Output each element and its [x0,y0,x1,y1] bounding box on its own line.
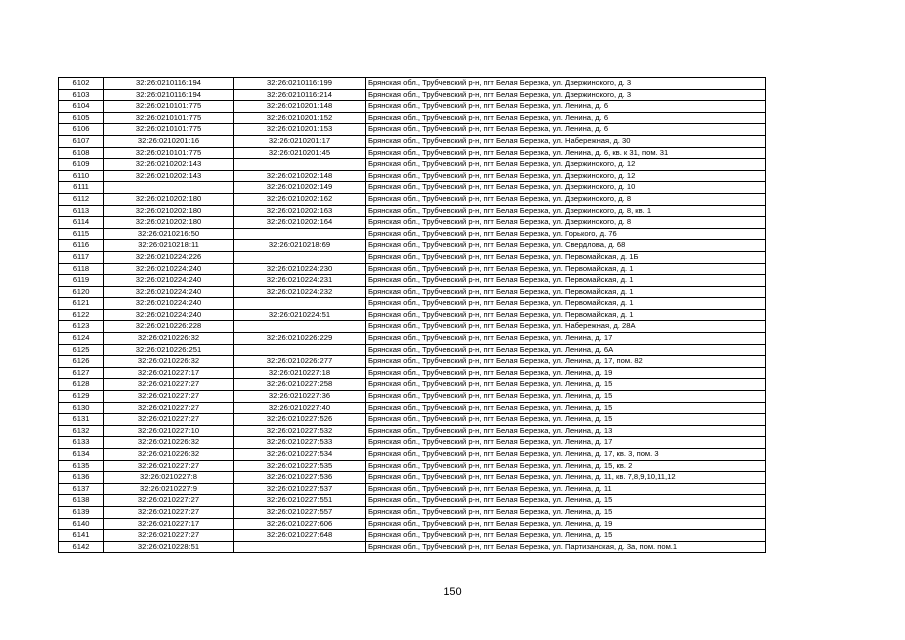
row-number-cell: 6126 [59,356,104,368]
parcel-number-cell: 32:26:0210227:17 [104,367,234,379]
table-row [59,240,766,252]
row-number-cell: 6134 [59,449,104,461]
parcel-number-cell: 32:26:0210226:228 [104,321,234,333]
object-number-cell: 32:26:0210227:534 [234,449,366,461]
parcel-number-cell: 32:26:0210101:775 [104,101,234,113]
object-number-cell: 32:26:0210116:214 [234,89,366,101]
row-number-cell: 6130 [59,402,104,414]
row-number-cell: 6121 [59,298,104,310]
object-number-cell: 32:26:0210201:148 [234,101,366,113]
parcel-number-cell: 32:26:0210227:27 [104,391,234,403]
parcel-number-cell: 32:26:0210101:775 [104,124,234,136]
row-number-cell: 6120 [59,286,104,298]
object-number-cell: 32:26:0210227:533 [234,437,366,449]
object-number-cell: 32:26:0210227:40 [234,402,366,414]
address-cell: Брянская обл., Трубчевский р-н, пгт Белая Березка, ул. Ленина, д. 6 [366,124,766,136]
parcel-number-cell: 32:26:0210227:27 [104,530,234,542]
table-row [59,286,766,298]
address-cell: Брянская обл., Трубчевский р-н, пгт Белая Березка, ул. Свердлова, д. 68 [366,240,766,252]
object-number-cell: 32:26:0210224:51 [234,309,366,321]
row-number-cell: 6109 [59,159,104,171]
parcel-number-cell: 32:26:0210202:180 [104,193,234,205]
table-row [59,124,766,136]
parcel-number-cell: 32:26:0210201:16 [104,135,234,147]
parcel-number-cell: 32:26:0210227:27 [104,414,234,426]
address-cell: Брянская обл., Трубчевский р-н, пгт Белая Березка, ул. Ленина, д. 15 [366,402,766,414]
registry-table [58,77,766,553]
address-cell: Брянская обл., Трубчевский р-н, пгт Белая Березка, ул. Ленина, д. 11, кв. 7,8,9,10,11,12 [366,472,766,484]
row-number-cell: 6129 [59,391,104,403]
table-row [59,193,766,205]
parcel-number-cell: 32:26:0210224:240 [104,275,234,287]
table-row [59,379,766,391]
table-row [59,506,766,518]
table-row [59,356,766,368]
parcel-number-cell: 32:26:0210227:27 [104,379,234,391]
row-number-cell: 6103 [59,89,104,101]
parcel-number-cell [104,182,234,194]
row-number-cell: 6115 [59,228,104,240]
address-cell: Брянская обл., Трубчевский р-н, пгт Белая Березка, ул. Набережная, д. 28А [366,321,766,333]
row-number-cell: 6141 [59,530,104,542]
row-number-cell: 6108 [59,147,104,159]
row-number-cell: 6136 [59,472,104,484]
object-number-cell: 32:26:0210202:162 [234,193,366,205]
row-number-cell: 6142 [59,541,104,553]
address-cell: Брянская обл., Трубчевский р-н, пгт Белая Березка, ул. Ленина, д. 19 [366,367,766,379]
address-cell: Брянская обл., Трубчевский р-н, пгт Белая Березка, ул. Первомайская, д. 1Б [366,251,766,263]
row-number-cell: 6138 [59,495,104,507]
row-number-cell: 6118 [59,263,104,275]
address-cell: Брянская обл., Трубчевский р-н, пгт Белая Березка, ул. Набережная, д. 30 [366,135,766,147]
object-number-cell: 32:26:0210201:152 [234,112,366,124]
object-number-cell: 32:26:0210202:163 [234,205,366,217]
parcel-number-cell: 32:26:0210224:240 [104,298,234,310]
object-number-cell: 32:26:0210201:45 [234,147,366,159]
row-number-cell: 6137 [59,483,104,495]
object-number-cell: 32:26:0210224:232 [234,286,366,298]
object-number-cell: 32:26:0210116:199 [234,78,366,90]
address-cell: Брянская обл., Трубчевский р-н, пгт Белая Березка, ул. Ленина, д. 15 [366,495,766,507]
table-row [59,217,766,229]
address-cell: Брянская обл., Трубчевский р-н, пгт Белая Березка, ул. Ленина, д. 13 [366,425,766,437]
page-number: 150 [443,586,462,598]
parcel-number-cell: 32:26:0210226:32 [104,333,234,345]
object-number-cell: 32:26:0210227:551 [234,495,366,507]
parcel-number-cell: 32:26:0210101:775 [104,147,234,159]
row-number-cell: 6110 [59,170,104,182]
object-number-cell: 32:26:0210201:17 [234,135,366,147]
table-row [59,425,766,437]
table-row [59,367,766,379]
table-row [59,263,766,275]
table-row [59,89,766,101]
object-number-cell: 32:26:0210202:148 [234,170,366,182]
address-cell: Брянская обл., Трубчевский р-н, пгт Белая Березка, ул. Ленина, д. 15 [366,379,766,391]
object-number-cell: 32:26:0210227:18 [234,367,366,379]
row-number-cell: 6124 [59,333,104,345]
parcel-number-cell: 32:26:0210227:27 [104,460,234,472]
address-cell: Брянская обл., Трубчевский р-н, пгт Белая Березка, ул. Ленина, д. 19 [366,518,766,530]
address-cell: Брянская обл., Трубчевский р-н, пгт Белая Березка, ул. Ленина, д. 6 [366,112,766,124]
address-cell: Брянская обл., Трубчевский р-н, пгт Белая Березка, ул. Горького, д. 76 [366,228,766,240]
parcel-number-cell: 32:26:0210227:27 [104,402,234,414]
object-number-cell: 32:26:0210227:537 [234,483,366,495]
parcel-number-cell: 32:26:0210216:50 [104,228,234,240]
address-cell: Брянская обл., Трубчевский р-н, пгт Белая Березка, ул. Ленина, д. 17 [366,437,766,449]
parcel-number-cell: 32:26:0210202:143 [104,170,234,182]
table-row [59,449,766,461]
object-number-cell: 32:26:0210218:69 [234,240,366,252]
table-row [59,228,766,240]
table-row [59,460,766,472]
address-cell: Брянская обл., Трубчевский р-н, пгт Белая Березка, ул. Партизанская, д. 3а, пом. пом.1 [366,541,766,553]
table-row [59,135,766,147]
address-cell: Брянская обл., Трубчевский р-н, пгт Белая Березка, ул. Ленина, д. 15 [366,530,766,542]
object-number-cell: 32:26:0210227:36 [234,391,366,403]
object-number-cell: 32:26:0210227:557 [234,506,366,518]
address-cell: Брянская обл., Трубчевский р-н, пгт Белая Березка, ул. Дзержинского, д. 10 [366,182,766,194]
table-row [59,275,766,287]
row-number-cell: 6117 [59,251,104,263]
parcel-number-cell: 32:26:0210116:194 [104,89,234,101]
row-number-cell: 6107 [59,135,104,147]
table-row [59,321,766,333]
address-cell: Брянская обл., Трубчевский р-н, пгт Белая Березка, ул. Дзержинского, д. 3 [366,89,766,101]
row-number-cell: 6135 [59,460,104,472]
row-number-cell: 6112 [59,193,104,205]
table-row [59,402,766,414]
address-cell: Брянская обл., Трубчевский р-н, пгт Белая Березка, ул. Первомайская, д. 1 [366,263,766,275]
parcel-number-cell: 32:26:0210227:27 [104,495,234,507]
address-cell: Брянская обл., Трубчевский р-н, пгт Белая Березка, ул. Ленина, д. 15 [366,506,766,518]
object-number-cell: 32:26:0210201:153 [234,124,366,136]
row-number-cell: 6139 [59,506,104,518]
parcel-number-cell: 32:26:0210218:11 [104,240,234,252]
address-cell: Брянская обл., Трубчевский р-н, пгт Белая Березка, ул. Ленина, д. 17 [366,333,766,345]
object-number-cell [234,344,366,356]
table-row [59,251,766,263]
address-cell: Брянская обл., Трубчевский р-н, пгт Белая Березка, ул. Дзержинского, д. 12 [366,159,766,171]
parcel-number-cell: 32:26:0210202:143 [104,159,234,171]
table-row [59,472,766,484]
address-cell: Брянская обл., Трубчевский р-н, пгт Белая Березка, ул. Первомайская, д. 1 [366,309,766,321]
table-row [59,344,766,356]
object-number-cell: 32:26:0210226:277 [234,356,366,368]
parcel-number-cell: 32:26:0210224:226 [104,251,234,263]
row-number-cell: 6133 [59,437,104,449]
table-row [59,414,766,426]
address-cell: Брянская обл., Трубчевский р-н, пгт Белая Березка, ул. Дзержинского, д. 8, кв. 1 [366,205,766,217]
address-cell: Брянская обл., Трубчевский р-н, пгт Белая Березка, ул. Ленина, д. 6 [366,101,766,113]
object-number-cell [234,228,366,240]
table-row [59,182,766,194]
parcel-number-cell: 32:26:0210227:8 [104,472,234,484]
object-number-cell: 32:26:0210227:535 [234,460,366,472]
row-number-cell: 6104 [59,101,104,113]
parcel-number-cell: 32:26:0210224:240 [104,309,234,321]
address-cell: Брянская обл., Трубчевский р-н, пгт Белая Березка, ул. Дзержинского, д. 8 [366,193,766,205]
table-row [59,101,766,113]
parcel-number-cell: 32:26:0210224:240 [104,263,234,275]
object-number-cell: 32:26:0210227:532 [234,425,366,437]
address-cell: Брянская обл., Трубчевский р-н, пгт Белая Березка, ул. Дзержинского, д. 12 [366,170,766,182]
object-number-cell: 32:26:0210227:258 [234,379,366,391]
row-number-cell: 6122 [59,309,104,321]
address-cell: Брянская обл., Трубчевский р-н, пгт Белая Березка, ул. Дзержинского, д. 8 [366,217,766,229]
object-number-cell [234,159,366,171]
row-number-cell: 6123 [59,321,104,333]
address-cell: Брянская обл., Трубчевский р-н, пгт Белая Березка, ул. Ленина, д. 15 [366,414,766,426]
table-row [59,170,766,182]
object-number-cell: 32:26:0210224:230 [234,263,366,275]
address-cell: Брянская обл., Трубчевский р-н, пгт Белая Березка, ул. Ленина, д. 11 [366,483,766,495]
object-number-cell: 32:26:0210202:164 [234,217,366,229]
row-number-cell: 6105 [59,112,104,124]
table-row [59,309,766,321]
row-number-cell: 6125 [59,344,104,356]
object-number-cell: 32:26:0210226:229 [234,333,366,345]
parcel-number-cell: 32:26:0210228:51 [104,541,234,553]
table-row [59,530,766,542]
row-number-cell: 6111 [59,182,104,194]
object-number-cell [234,298,366,310]
row-number-cell: 6132 [59,425,104,437]
table-row [59,391,766,403]
object-number-cell: 32:26:0210202:149 [234,182,366,194]
parcel-number-cell: 32:26:0210226:251 [104,344,234,356]
object-number-cell: 32:26:0210227:536 [234,472,366,484]
parcel-number-cell: 32:26:0210227:27 [104,506,234,518]
address-cell: Брянская обл., Трубчевский р-н, пгт Белая Березка, ул. Ленина, д. 15 [366,391,766,403]
table-row [59,541,766,553]
table-row [59,147,766,159]
parcel-number-cell: 32:26:0210226:32 [104,356,234,368]
parcel-number-cell: 32:26:0210227:17 [104,518,234,530]
row-number-cell: 6128 [59,379,104,391]
row-number-cell: 6116 [59,240,104,252]
table-row [59,518,766,530]
parcel-number-cell: 32:26:0210226:32 [104,449,234,461]
table-row [59,78,766,90]
table-row [59,205,766,217]
object-number-cell [234,251,366,263]
object-number-cell: 32:26:0210227:526 [234,414,366,426]
object-number-cell: 32:26:0210227:606 [234,518,366,530]
parcel-number-cell: 32:26:0210227:9 [104,483,234,495]
address-cell: Брянская обл., Трубчевский р-н, пгт Белая Березка, ул. Ленина, д. 6, кв. к 31, пом. 31 [366,147,766,159]
row-number-cell: 6102 [59,78,104,90]
address-cell: Брянская обл., Трубчевский р-н, пгт Белая Березка, ул. Ленина, д. 17, пом. 82 [366,356,766,368]
address-cell: Брянская обл., Трубчевский р-н, пгт Белая Березка, ул. Первомайская, д. 1 [366,275,766,287]
address-cell: Брянская обл., Трубчевский р-н, пгт Белая Березка, ул. Ленина, д. 15, кв. 2 [366,460,766,472]
parcel-number-cell: 32:26:0210202:180 [104,205,234,217]
row-number-cell: 6131 [59,414,104,426]
object-number-cell [234,541,366,553]
address-cell: Брянская обл., Трубчевский р-н, пгт Белая Березка, ул. Ленина, д. 17, кв. 3, пом. 3 [366,449,766,461]
row-number-cell: 6127 [59,367,104,379]
table-row [59,333,766,345]
row-number-cell: 6106 [59,124,104,136]
parcel-number-cell: 32:26:0210116:194 [104,78,234,90]
object-number-cell [234,321,366,333]
row-number-cell: 6114 [59,217,104,229]
row-number-cell: 6140 [59,518,104,530]
parcel-number-cell: 32:26:0210224:240 [104,286,234,298]
table-row [59,298,766,310]
table-row [59,483,766,495]
address-cell: Брянская обл., Трубчевский р-н, пгт Белая Березка, ул. Дзержинского, д. 3 [366,78,766,90]
table-row [59,437,766,449]
parcel-number-cell: 32:26:0210227:10 [104,425,234,437]
object-number-cell: 32:26:0210227:648 [234,530,366,542]
parcel-number-cell: 32:26:0210226:32 [104,437,234,449]
address-cell: Брянская обл., Трубчевский р-н, пгт Белая Березка, ул. Первомайская, д. 1 [366,298,766,310]
parcel-number-cell: 32:26:0210101:775 [104,112,234,124]
row-number-cell: 6113 [59,205,104,217]
address-cell: Брянская обл., Трубчевский р-н, пгт Белая Березка, ул. Первомайская, д. 1 [366,286,766,298]
table-row [59,495,766,507]
address-cell: Брянская обл., Трубчевский р-н, пгт Белая Березка, ул. Ленина, д. 6А [366,344,766,356]
registry-table-body [59,78,766,553]
table-row [59,159,766,171]
row-number-cell: 6119 [59,275,104,287]
object-number-cell: 32:26:0210224:231 [234,275,366,287]
table-row [59,112,766,124]
parcel-number-cell: 32:26:0210202:180 [104,217,234,229]
